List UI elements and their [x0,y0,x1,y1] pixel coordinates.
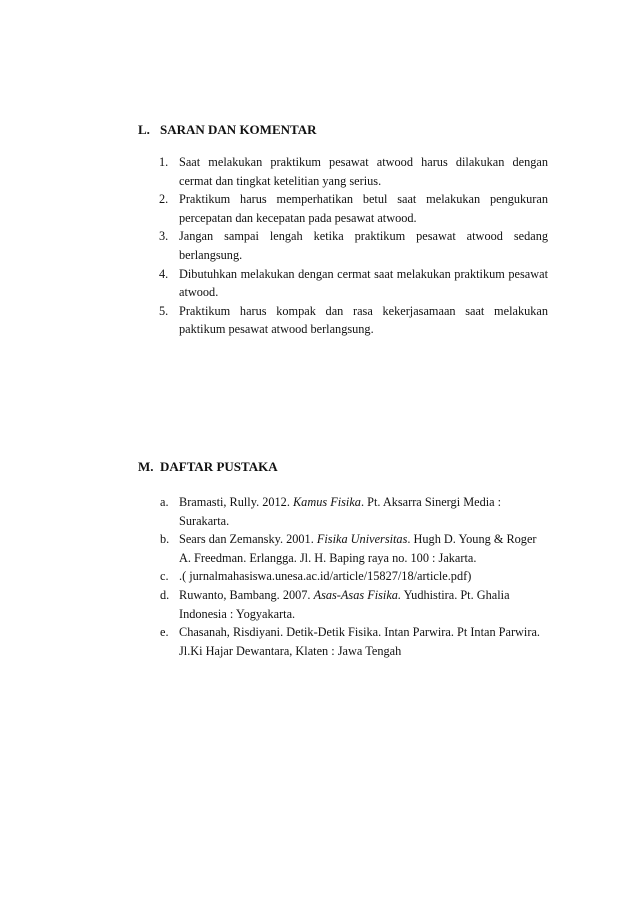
reference-item-letter: b. [160,532,170,547]
saran-item [138,265,548,302]
saran-section [138,122,548,339]
reference-book-title: Kamus Fisika [292,495,361,509]
saran-item [138,190,548,227]
saran-heading [138,122,548,138]
reference-text-part: Yudhistira. Pt. Ghalia Indonesia : Yogyakarta. [179,587,510,621]
reference-item-text [179,493,548,530]
reference-text-part: . Pt. Aksarra Sinergi Media : Surakarta. [179,495,502,528]
reference-item-letter: a. [160,495,169,509]
reference-text-part: .( jurnalmahasiswa.unesa.ac.id/article/15827/18/article.pdf) [179,569,472,584]
daftar-pustaka-heading-letter: M. [138,459,154,474]
saran-heading-letter: L. [138,122,150,137]
saran-item-text: Dibutuhkan melakukan dengan cermat saat melakukan praktikum pesawat atwood. [179,266,548,300]
reference-item-text [179,530,548,567]
saran-item-number: 5. [159,303,169,318]
saran-list [138,153,548,339]
saran-item-text: Saat melakukan praktikum pesawat atwood harus dilakukan dengan cermat dan tingkat ketelitian yang serius. [179,155,548,188]
reference-text-part: Ruwanto, Bambang. 2007. [179,587,314,602]
saran-item-number: 3. [159,229,169,244]
reference-text-part: . Hugh D. Young & Roger A. Freedman. Erlangga. Jl. H. Baping raya no. 100 : Jakarta. [179,532,537,565]
saran-item-text: Jangan sampai lengah ketika praktikum pesawat atwood sedang berlangsung. [179,229,548,262]
reference-book-title: Fisika Universitas [316,532,408,547]
reference-item [138,586,548,623]
reference-item-letter: c. [160,569,169,584]
reference-item [138,623,548,660]
reference-text-part: Sears dan Zemansky. 2001. [179,532,317,547]
daftar-pustaka-section [138,459,548,660]
saran-item [138,153,548,190]
reference-item-text [179,623,548,660]
daftar-pustaka-heading [138,459,548,475]
reference-text-part: Bramasti, Rully. 2012. [179,495,293,509]
saran-item-number: 4. [159,266,169,281]
saran-item [138,227,548,264]
reference-book-title: Asas-Asas Fisika. [313,587,402,602]
saran-item-text: Praktikum harus memperhatikan betul saat melakukan pengukuran percepatan dan kecepatan pada pesawat atwood. [179,192,548,225]
reference-item [138,493,548,530]
reference-text-part: Chasanah, Risdiyani. Detik-Detik Fisika. Intan Parwira. Pt Intan Parwira. Jl.Ki Hajar Dewantara, Klaten : Jawa Tengah [179,625,540,658]
saran-item [138,302,548,339]
saran-item-text: Praktikum harus kompak dan rasa kekerjasamaan saat melakukan paktikum pesawat atwood berlangsung. [179,303,548,337]
reference-item-text [179,567,548,586]
reference-item-text [179,586,548,623]
reference-item-letter: d. [160,587,170,602]
reference-item [138,567,548,586]
daftar-pustaka-heading-title: DAFTAR PUSTAKA [160,459,278,474]
saran-item-number: 1. [159,155,169,169]
reference-list [138,493,548,660]
saran-item-number: 2. [159,192,169,207]
reference-item-letter: e. [160,625,169,640]
saran-heading-title: SARAN DAN KOMENTAR [160,122,317,137]
reference-item [138,530,548,567]
